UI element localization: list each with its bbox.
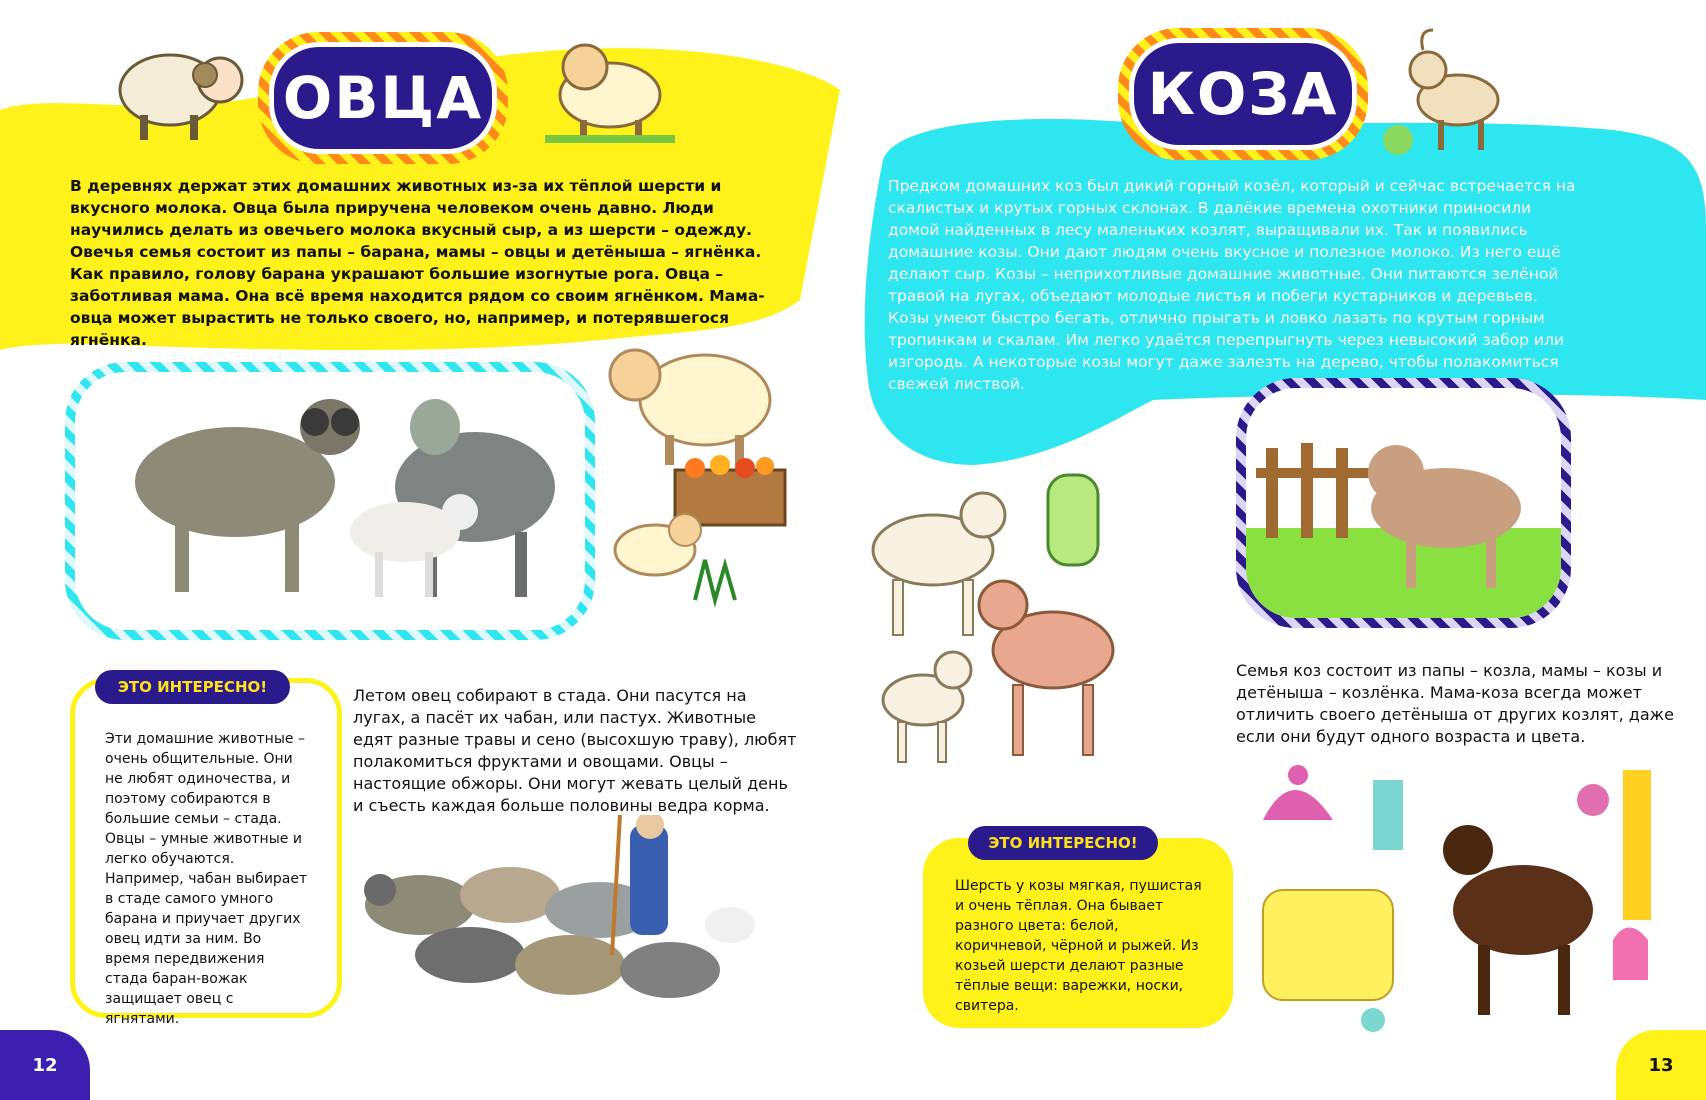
page-number-right: 13 [1616,1030,1706,1100]
page-title-sheep: ОВЦА [282,64,484,132]
sheep-ram-illustration [110,35,250,145]
title-badge-goat [1118,28,1368,160]
body-text-goat: Семья коз состоит из папы – козла, мамы – козы и детёныша – козлёнка. Мама-коза всегда может отличить своего детёныша от других козлят, даже если они будут одного возраста и цвета. [1236,661,1674,746]
goat-family-illustration [853,470,1183,810]
wool-items-and-goat-illustration [1253,760,1693,1060]
fact-box-goat [923,838,1233,1028]
page-number-left: 12 [0,1030,90,1100]
sheep-with-fruit-crate-illustration [595,320,795,620]
sheep-lamb-illustration [545,35,675,145]
fact-box-sheep [70,678,342,1027]
fact-text-goat: Шерсть у козы мягкая, пушистая и очень тёплая. Она бывает разного цвета: белой, коричневой, чёрной и рыжей. Из козьей шерсти делают разные тёплые вещи: варежки, носки, свитера. [955,878,1202,1014]
intro-text-sheep: В деревнях держат этих домашних животных из-за их тёплой шерсти и вкусного молока. Овца была приручена человеком очень давно. Люди научились делать из овечьего молока вкусный сыр, а из шерсти – одежду. Овечья семья состоит из папы – барана, мамы – овцы и детёныша – ягнёнка. Как правило, голову барана украшают большие изогнутые рога. Овца – заботливая мама. Она всё время находится рядом со своим ягнёнком. Мама-овца может вырастить не только своего, но, например, и потерявшегося ягнёнка. [70,177,765,349]
goat-at-fence-illustration [1246,388,1561,618]
sheep-family-frame [65,362,595,640]
title-badge-sheep [258,32,508,164]
fact-title-goat: ЭТО ИНТЕРЕСНО! [968,826,1158,860]
intro-text-goat: Предком домашних коз был дикий горный козёл, который и сейчас встречается на скалистых и крутых горных склонах. В далёкие времена охотники приносили домой найденных в лесу маленьких козлят, выращивали их. Так и появились домашние козы. Они дают людям очень вкусное и полезное молоко. Из него ещё делают сыр. Козы – неприхотливые домашние животные. Они питаются зелёной травой на лугах, объедают молодые листья и побеги кустарников и деревьев. Козы умеют быстро бегать, отлично прыгать и ловко лазать по крутым горным тропинкам и скалам. Им легко удаётся перепрыгнуть через невысокий забор или изгородь. А некоторые козы могут даже залезть на дерево, чтобы полакомиться свежей листвой. [888,177,1576,393]
sheep-family-illustration [75,372,585,630]
page-title-goat: КОЗА [1147,60,1339,128]
body-text-sheep: Летом овец собирают в стада. Они пасутся на лугах, а пасёт их чабан, или пастух. Животные едят разные травы и сено (высохшую траву), любят полакомиться фруктами и овощами. Овцы – настоящие обжоры. Они могут жевать целый день и съесть каждая больше половины ведра корма. [353,686,797,815]
goat-fence-frame [1236,378,1571,628]
goat-with-cabbage-illustration [1378,25,1508,155]
right-page [853,0,1706,1100]
shepherd-flock-illustration [350,815,790,1025]
fact-title-sheep: ЭТО ИНТЕРЕСНО! [95,670,290,704]
fact-text-sheep: Эти домашние животные – очень общительные. Они не любят одиночества, и поэтому собираются в большие семьи – стада. Овцы – умные животные и легко обучаются. Например, чабан выбирает в стаде самого умного барана и приучает других овец идти за ним. Во время передвижения стада баран-вожак защищает овец с ягнятами. [105,731,308,1027]
